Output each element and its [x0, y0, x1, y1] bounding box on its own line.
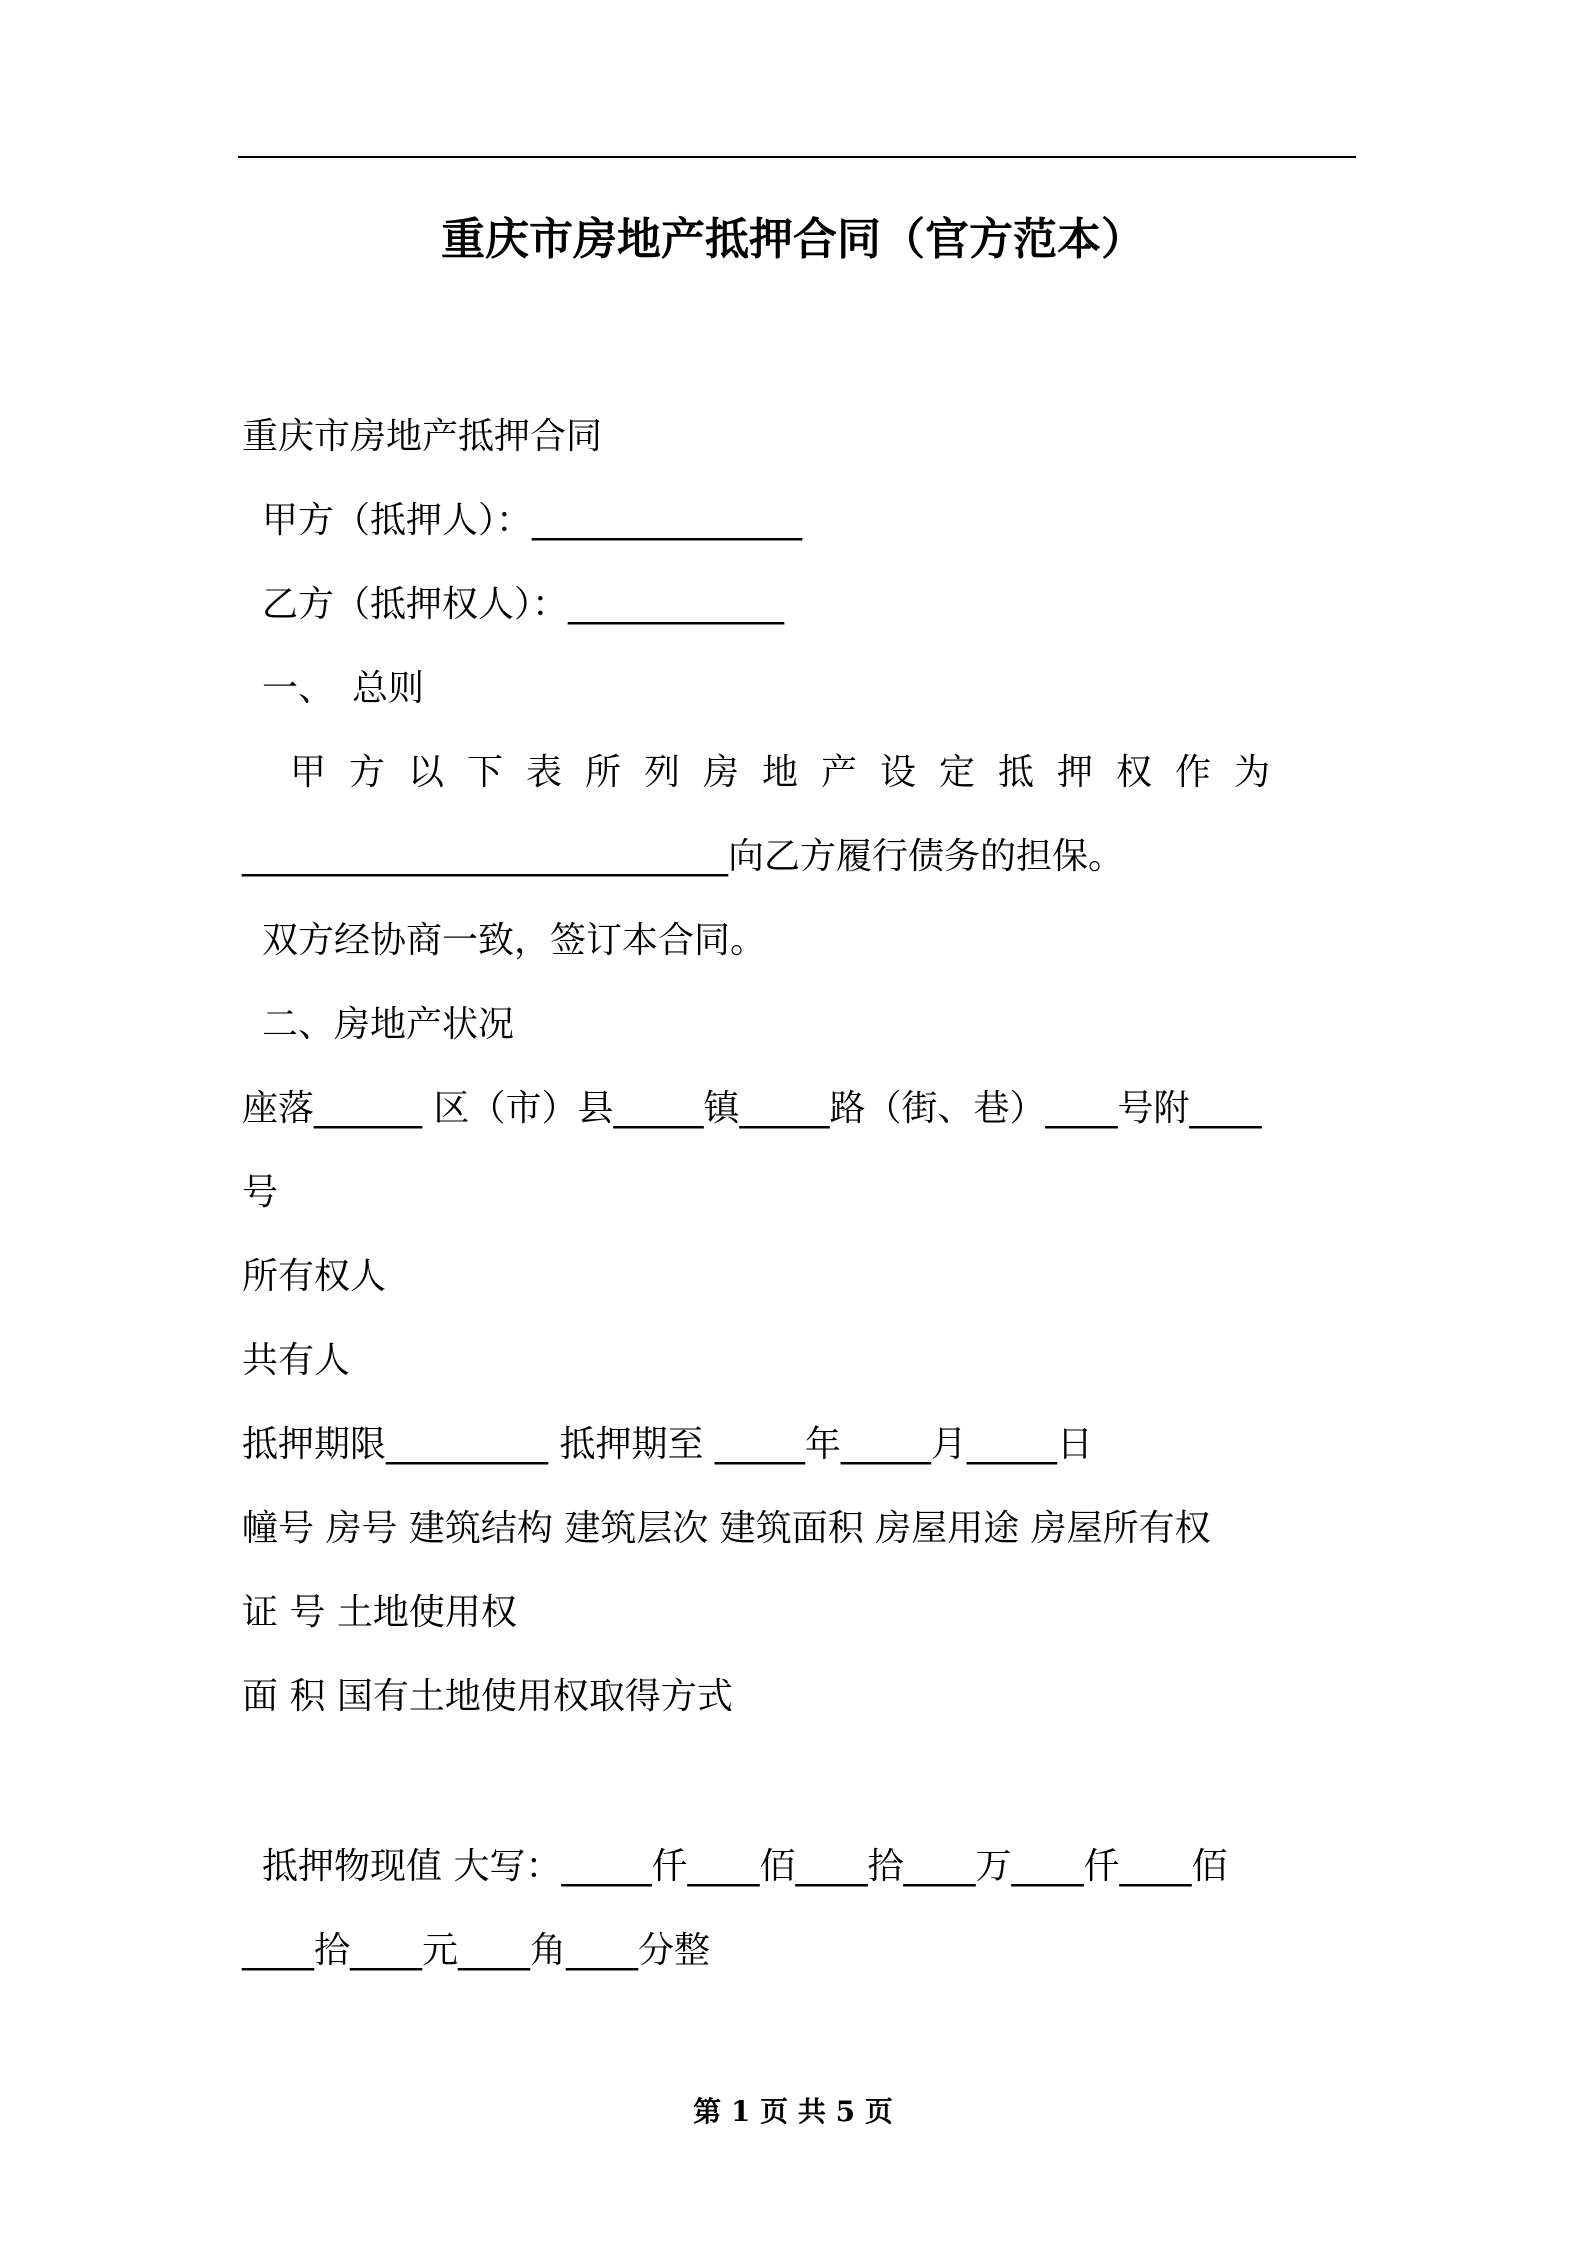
header-rule [238, 156, 1356, 158]
collateral-value-line-1: 抵押物现值 大写：_____仟____佰____拾____万____仟____佰 [262, 1846, 1228, 1887]
page-indicator: 第 1 页 共 5 页 [693, 2095, 893, 2128]
location-line-1: 座落______ 区（市）县_____镇_____路（街、巷）____号附____ [242, 1088, 1262, 1129]
table-headers-line-1: 幢号 房号 建筑结构 建筑层次 建筑面积 房屋用途 房屋所有权 [242, 1508, 1211, 1549]
section-1-paragraph-line-1: 甲方以下表所列房地产设定抵押权作为 [290, 752, 1294, 793]
location-line-2: 号 [242, 1172, 279, 1213]
party-b-line: 乙方（抵押权人）：____________ [262, 584, 785, 625]
collateral-value-line-2: ____拾____元____角____分整 [242, 1930, 711, 1971]
section-2-heading: 二、房地产状况 [262, 1004, 515, 1045]
mortgage-term-line: 抵押期限_________ 抵押期至 _____年_____月_____日 [242, 1424, 1093, 1465]
document-title: 重庆市房地产抵押合同（官方范本） [441, 214, 1145, 265]
section-1-heading: 一、 总则 [262, 668, 425, 709]
coowner-label: 共有人 [242, 1340, 351, 1381]
table-headers-line-2: 证 号 土地使用权 [242, 1592, 517, 1633]
section-1-paragraph-line-2: ___________________________向乙方履行债务的担保。 [242, 836, 1125, 877]
section-1-paragraph-2: 双方经协商一致，签订本合同。 [262, 920, 767, 961]
owner-label: 所有权人 [242, 1256, 387, 1297]
party-a-line: 甲方（抵押人）：_______________ [262, 500, 803, 541]
table-headers-line-3: 面 积 国有土地使用权取得方式 [242, 1676, 733, 1717]
contract-subtitle: 重庆市房地产抵押合同 [242, 416, 603, 457]
